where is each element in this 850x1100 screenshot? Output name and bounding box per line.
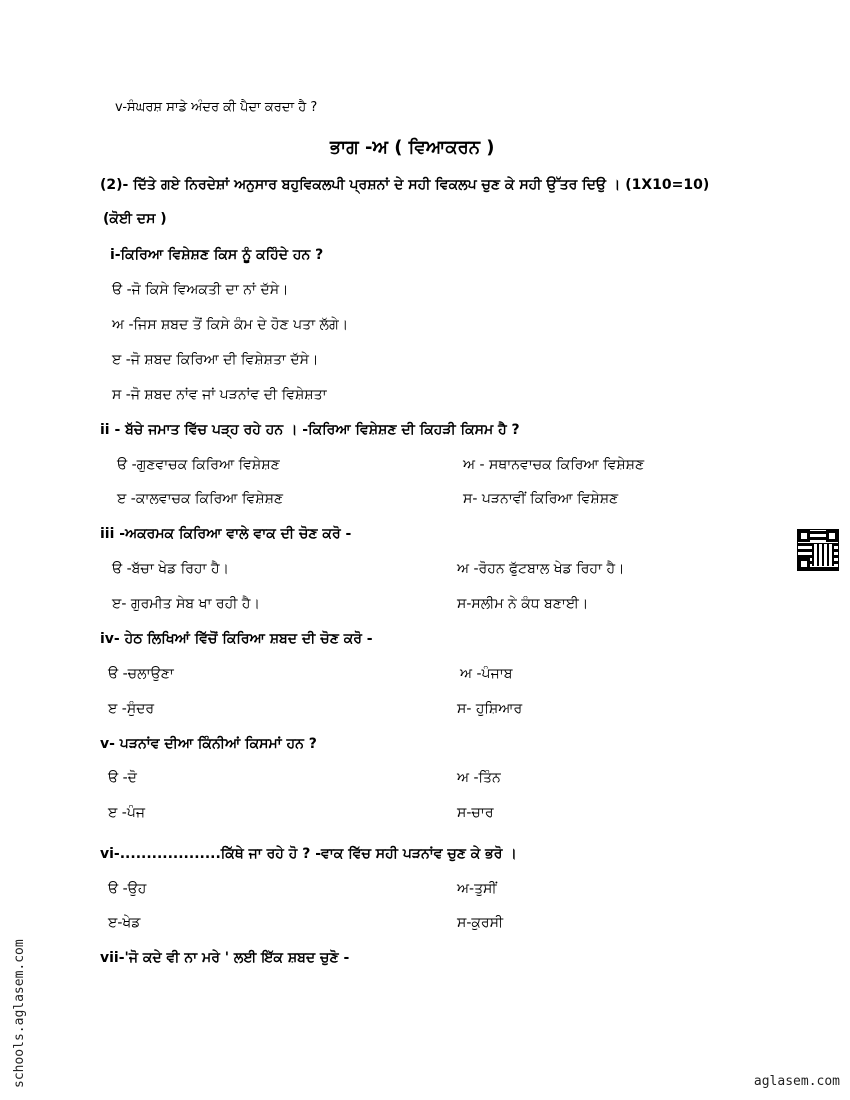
question-6-option-b: ਅ-ਤੁਸੀਂ [457, 881, 497, 897]
question-1-option-d: ਸ -ਜੋ ਸ਼ਬਦ ਨਾਂਵ ਜਾਂ ਪੜਨਾਂਵ ਦੀ ਵਿਸ਼ੇਸ਼ਤਾ [112, 387, 327, 403]
question-6-option-a: ੳ -ਉਹ [108, 881, 147, 897]
question-3-option-d: ਸ-ਸਲੀਮ ਨੇ ਕੰਧ ਬਣਾਈ। [457, 596, 589, 612]
question-3-option-a: ੳ -ਬੱਚਾ ਖੇਡ ਰਿਹਾ ਹੈ। [112, 561, 229, 577]
question-7: vii-'ਜੋ ਕਦੇ ਵੀ ਨਾ ਮਰੇ ' ਲਈ ਇੱਕ ਸ਼ਬਦ ਚੁਣੋ - [100, 950, 350, 966]
question-1-option-c: ੲ -ਜੋ ਸ਼ਬਦ ਕਿਰਿਆ ਦੀ ਵਿਸ਼ੇਸ਼ਤਾ ਦੱਸੇ। [112, 352, 319, 368]
section-title: ਭਾਗ -ਅ ( ਵਿਆਕਰਨ ) [330, 137, 495, 158]
footer-watermark: aglasem.com [753, 1074, 840, 1089]
question-4-option-a: ੳ -ਚਲਾਉਣਾ [108, 666, 174, 682]
question-4-option-d: ਸ- ਹੁਸ਼ਿਆਰ [457, 701, 523, 717]
instruction-text: (2)- ਦਿੱਤੇ ਗਏ ਨਿਰਦੇਸ਼ਾਂ ਅਨੁਸਾਰ ਬਹੁਵਿਕਲਪੀ ਪ੍ਰਸ਼ਨਾਂ ਦੇ ਸਹੀ ਵਿਕਲਪ ਚੁਣ ਕੇ ਸਹੀ ਉੱਤਰ ਦਿਉ । (1X10=10) [100, 177, 710, 193]
question-3-option-b: ਅ -ਰੋਹਨ ਫੁੱਟਬਾਲ ਖੇਡ ਰਿਹਾ ਹੈ। [457, 561, 625, 577]
question-2-option-d: ਸ- ਪੜਨਾਵੀਂ ਕਿਰਿਆ ਵਿਸ਼ੇਸ਼ਣ [463, 491, 619, 507]
question-5: v- ਪੜਨਾਂਵ ਦੀਆ ਕਿੰਨੀਆਂ ਕਿਸਮਾਂ ਹਨ ? [100, 736, 317, 752]
question-2: ii - ਬੱਚੇ ਜਮਾਤ ਵਿੱਚ ਪੜ੍ਹ ਰਹੇ ਹਨ । -ਕਿਰਿਆ ਵਿਸ਼ੇਸ਼ਣ ਦੀ ਕਿਹੜੀ ਕਿਸਮ ਹੈ ? [100, 422, 520, 438]
side-watermark: schools.aglasem.com [12, 939, 27, 1088]
instruction-note: (ਕੋਈ ਦਸ ) [103, 211, 167, 227]
question-2-option-b: ਅ - ਸਥਾਨਵਾਚਕ ਕਿਰਿਆ ਵਿਸ਼ੇਸ਼ਣ [463, 457, 645, 473]
question-1-option-a: ੳ -ਜੋ ਕਿਸੇ ਵਿਅਕਤੀ ਦਾ ਨਾਂ ਦੱਸੇ। [112, 282, 289, 298]
question-6-option-c: ੲ-ਖੇਡ [108, 915, 141, 931]
question-4-option-b: ਅ -ਪੰਜਾਬ [460, 666, 513, 682]
question-5-option-d: ਸ-ਚਾਰ [457, 805, 494, 821]
question-5-option-b: ਅ -ਤਿੰਨ [457, 770, 501, 786]
question-6-option-d: ਸ-ਕੁਰਸੀ [457, 915, 504, 931]
question-2-option-c: ੲ -ਕਾਲਵਾਚਕ ਕਿਰਿਆ ਵਿਸ਼ੇਸ਼ਣ [117, 491, 284, 507]
question-5-option-c: ੲ -ਪੰਜ [108, 805, 145, 821]
question-2-option-a: ੳ -ਗੁਣਵਾਚਕ ਕਿਰਿਆ ਵਿਸ਼ੇਸ਼ਣ [117, 457, 280, 473]
question-3-option-c: ੲ- ਗੁਰਮੀਤ ਸੇਬ ਖਾ ਰਹੀ ਹੈ। [112, 596, 260, 612]
intro-question: v-ਸੰਘਰਸ਼ ਸਾਡੇ ਅੰਦਰ ਕੀ ਪੈਦਾ ਕਰਦਾ ਹੈ ? [115, 100, 318, 115]
question-4-option-c: ੲ -ਸੁੰਦਰ [108, 701, 155, 717]
question-5-option-a: ੳ -ਦੋ [108, 770, 137, 786]
question-3: iii -ਅਕਰਮਕ ਕਿਰਿਆ ਵਾਲੇ ਵਾਕ ਦੀ ਚੋਣ ਕਰੋ - [100, 526, 352, 542]
question-1: i-ਕਿਰਿਆ ਵਿਸ਼ੇਸ਼ਣ ਕਿਸ ਨੂੰ ਕਹਿੰਦੇ ਹਨ ? [110, 247, 324, 263]
question-4: iv- ਹੇਠ ਲਿਖਿਆਂ ਵਿੱਚੋਂ ਕਿਰਿਆ ਸ਼ਬਦ ਦੀ ਚੋਣ ਕਰੋ - [100, 631, 373, 647]
question-1-option-b: ਅ -ਜਿਸ ਸ਼ਬਦ ਤੋਂ ਕਿਸੇ ਕੰਮ ਦੇ ਹੋਣ ਪਤਾ ਲੱਗੇ। [112, 317, 349, 333]
qr-code [798, 530, 838, 570]
question-6: vi-...................ਕਿੱਥੇ ਜਾ ਰਹੇ ਹੋ ? -ਵਾਕ ਵਿੱਚ ਸਹੀ ਪੜਨਾਂਵ ਚੁਣ ਕੇ ਭਰੋ । [100, 846, 517, 862]
